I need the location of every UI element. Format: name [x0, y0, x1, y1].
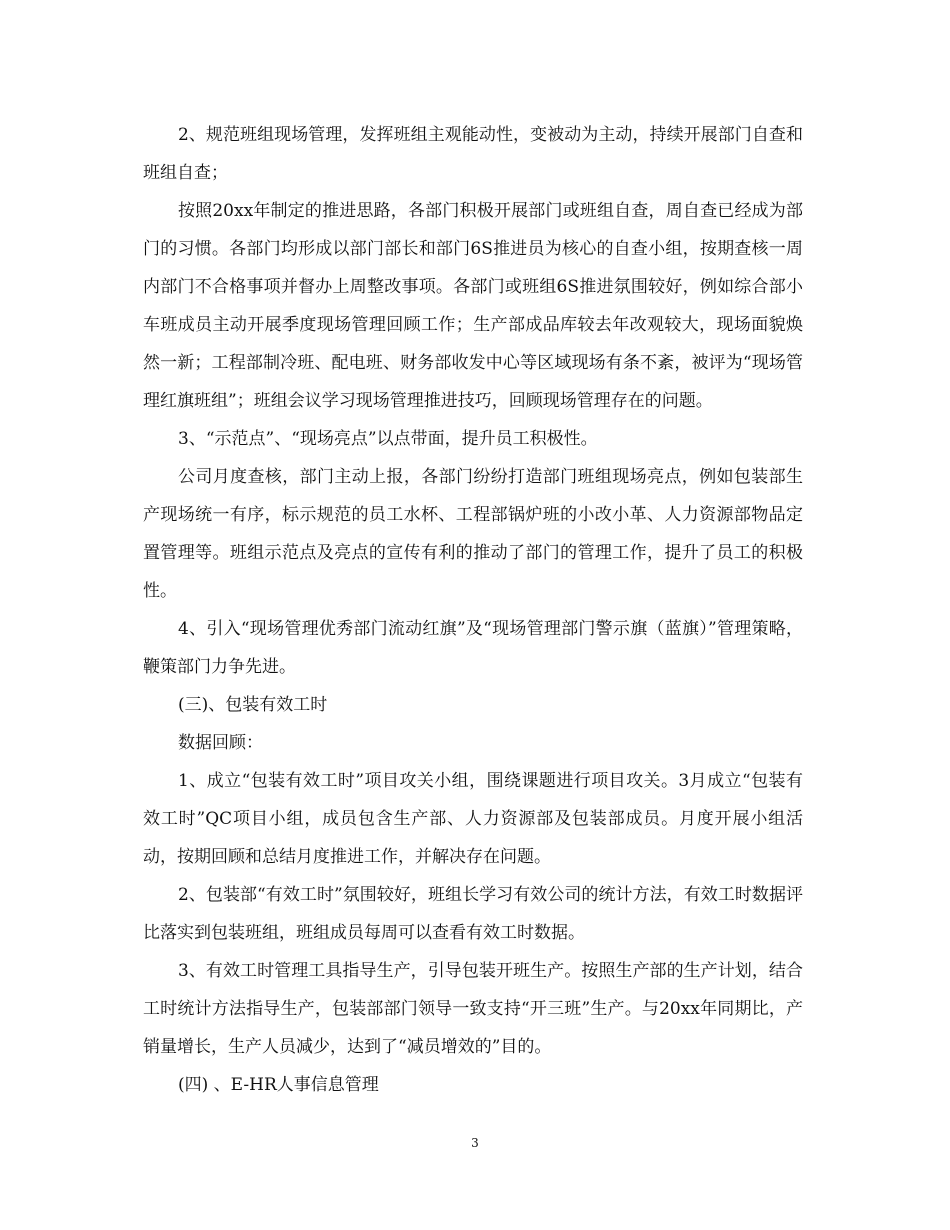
section-heading-ehr: (四) 、E-HR人事信息管理 [178, 1075, 379, 1095]
paragraph-item-2-standardize: 2、规范班组现场管理，发挥班组主观能动性，变被动为主动，持续开展部门自查和班组自查； [143, 125, 803, 183]
paragraph-self-inspection: 按照20xx年制定的推进思路，各部门积极开展部门或班组自查，周自查已经成为部门的习惯。各部门均形成以部门部长和部门6S推进员为核心的自查小组，按期查核一周内部门不合格事项并督办上周整改事项。各部门或班组6S推进氛围较好，例如综合部小车班成员主动开展季度现场管理回顾工作；生产部成品库较去年改观较大，现场面貌焕然一新；工程部制冷班、配电班、财务部收发中心等区域现场有条不紊，被评为“现场管理红旗班组”；班组会议学习现场管理推进技巧，回顾现场管理存在的问题。 [143, 201, 803, 411]
paragraph-data-review: 数据回顾： [178, 733, 263, 753]
paragraph-item-2-atmosphere: 2、包装部“有效工时”氛围较好，班组长学习有效公司的统计方法，有效工时数据评比落实到包装班组，班组成员每周可以查看有效工时数据。 [143, 885, 803, 943]
paragraph-item-1-qc-team: 1、成立“包装有效工时”项目攻关小组，围绕课题进行项目攻关。3月成立“包装有效工时”QC项目小组，成员包含生产部、人力资源部及包装部成员。月度开展小组活动，按期回顾和总结月度推进工作，并解决存在问题。 [143, 771, 803, 867]
paragraph-item-3-tools: 3、有效工时管理工具指导生产，引导包装开班生产。按照生产部的生产计划，结合工时统计方法指导生产，包装部部门领导一致支持“开三班”生产。与20xx年同期比，产销量增长，生产人员减少，达到了“减员增效的”目的。 [143, 961, 803, 1057]
paragraph-item-3-demo-points: 3、“示范点”、“现场亮点”以点带面，提升员工积极性。 [178, 429, 598, 449]
document-body [143, 116, 803, 1104]
paragraph-item-4-red-flag: 4、引入“现场管理优秀部门流动红旗”及“现场管理部门警示旗（蓝旗）”管理策略，鞭策部门力争先进。 [143, 619, 803, 677]
section-heading-packaging-hours: (三)、包装有效工时 [178, 695, 328, 715]
page-number: 3 [471, 1136, 479, 1150]
paragraph-monthly-inspection: 公司月度查核，部门主动上报，各部门纷纷打造部门班组现场亮点，例如包装部生产现场统一有序，标示规范的员工水杯、工程部锅炉班的小改小革、人力资源部物品定置管理等。班组示范点及亮点的宣传有利的推动了部门的管理工作，提升了员工的积极性。 [143, 467, 803, 601]
